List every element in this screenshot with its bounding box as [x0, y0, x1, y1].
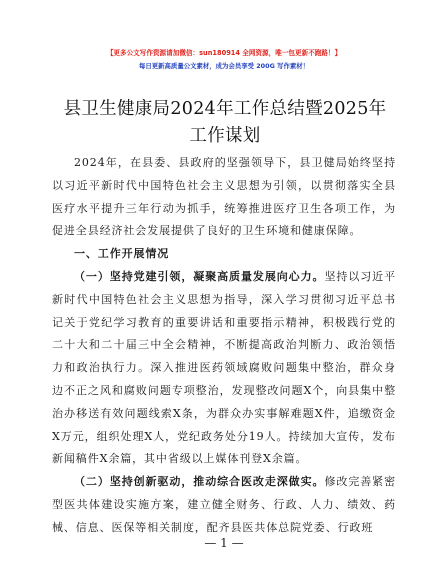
item1-paragraph [52, 266, 396, 471]
item1-heading: （一）坚持党建引领，凝聚高质量发展向心力。 [74, 269, 325, 283]
item2-heading: （二）坚持创新驱动，推动综合医改走深做实。 [74, 475, 325, 489]
item2-text: 修改完善紧密型医共体建设实施方案，建立健全财务、行政、人力、绩效、药械、信息、医保等相关制度，配齐县医共体总院党委、行政班 [52, 475, 397, 534]
promo-banner-line2: 每日更新高质量公文素材，成为会员享受 200G 写作素材！ [138, 62, 310, 70]
section-heading: 一、工作开展情况 [74, 247, 170, 261]
intro-paragraph: 2024年，在县委、县政府的坚强领导下，县卫健局始终坚持以习近平新时代中国特色社会主义思想为引领，以贯彻落实全县医疗水平提升三年行动为抓手，统筹推进医疗卫生各项工作，为促进全县经济社会发展提供了良好的卫生环境和健康保障。 [52, 156, 396, 238]
item2-paragraph [52, 471, 396, 539]
document-title: 县卫生健康局2024年工作总结暨2025年工作谋划 [63, 99, 387, 146]
document-body [52, 152, 396, 540]
promo-banner-line1: 【更多公文写作资源请加微信：sun180914 全网资源，唯一包更新不跑路！】 [106, 49, 342, 57]
page-number: — 1 — [204, 536, 244, 550]
item1-text: 坚持以习近平新时代中国特色社会主义思想为指导，深入学习贯彻习近平总书记关于党纪学习教育的重要讲话和重要指示精神，积极践行党的二十大和二十届三中全会精神，不断提高政治判断力、政治领悟力和政治执行力。深入推进医药领域腐败问题集中整治，群众身边不正之风和腐败问题专项整治，发现整改问题X个，向县集中整治办移送有效问题线索X条，为群众办实事解难题X件，追缴资金X万元，组织处理X人，党纪政务处分19人。持续加大宣传，发布新闻稿件X余篇，其中省级以上媒体刊登X余篇。 [52, 269, 397, 466]
